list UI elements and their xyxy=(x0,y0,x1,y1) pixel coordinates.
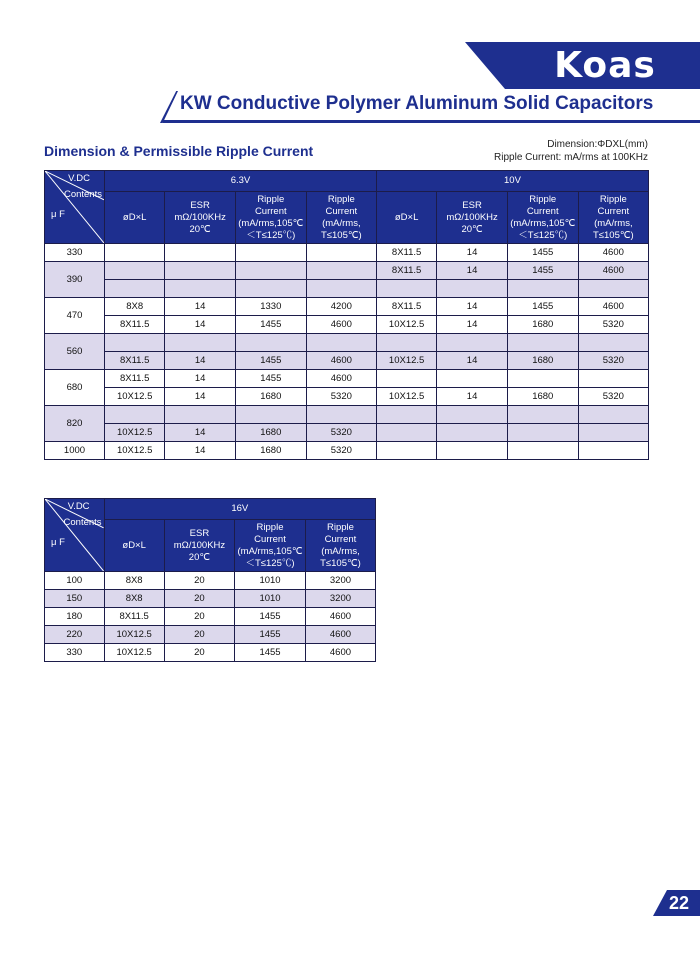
v10-esr-cell: 14 xyxy=(437,352,508,370)
v10-ripple-105-125-cell: 1455 xyxy=(507,298,578,316)
v63-esr-cell: 14 xyxy=(165,442,236,460)
v63-ripple-105-cell: 5320 xyxy=(306,388,376,406)
v63-size-cell xyxy=(104,280,164,298)
v63-size-cell: 8X8 xyxy=(104,298,164,316)
v63-ripple-105-125-cell: 1680 xyxy=(235,388,306,406)
page-number: 22 xyxy=(668,893,690,913)
table-row xyxy=(45,406,649,424)
v63-ripple-105-cell xyxy=(306,244,376,262)
v63-size-cell: 8X11.5 xyxy=(104,370,164,388)
v63-ripple-105-cell xyxy=(306,280,376,298)
v63-size-cell: 8X11.5 xyxy=(104,316,164,334)
v63-ripple-105-cell xyxy=(306,406,376,424)
v63-ripple-105-cell: 4600 xyxy=(306,370,376,388)
v10-size-cell xyxy=(376,406,436,424)
v16-size-cell: 8X8 xyxy=(104,590,164,608)
v16-esr-cell: 20 xyxy=(164,644,234,662)
table-row xyxy=(45,352,649,370)
uf-label: μ F xyxy=(51,537,65,548)
v63-ripple-105-cell: 4600 xyxy=(306,352,376,370)
v16-esr-cell: 20 xyxy=(164,626,234,644)
ripple-105-header: Ripple Current (mA/rms, T≤105℃) xyxy=(578,192,648,244)
v63-esr-cell xyxy=(165,280,236,298)
v63-esr-cell xyxy=(165,334,236,352)
capacitance-cell: 390 xyxy=(45,262,105,298)
v10-size-cell xyxy=(376,424,436,442)
v63-ripple-105-125-cell xyxy=(235,334,306,352)
ripple-105-125-header: Ripple Current (mA/rms,105℃ ＜T≤125℃) xyxy=(235,520,306,572)
vdc-label: V.DC xyxy=(67,501,90,512)
v10-esr-cell xyxy=(437,442,508,460)
v63-size-cell: 10X12.5 xyxy=(104,442,164,460)
ripple-105-header: Ripple Current (mA/rms, T≤105℃) xyxy=(306,192,376,244)
v10-ripple-105-cell: 5320 xyxy=(578,352,648,370)
v10-esr-cell: 14 xyxy=(437,316,508,334)
v10-ripple-105-cell: 4600 xyxy=(578,262,648,280)
v10-size-cell xyxy=(376,442,436,460)
v10-esr-cell xyxy=(437,370,508,388)
v63-ripple-105-125-cell xyxy=(235,406,306,424)
v10-esr-cell: 14 xyxy=(437,244,508,262)
v10-ripple-105-125-cell: 1455 xyxy=(507,244,578,262)
v10-ripple-105-125-cell xyxy=(507,280,578,298)
v63-ripple-105-125-cell xyxy=(235,280,306,298)
esr-header: ESR mΩ/100KHz 20℃ xyxy=(164,520,234,572)
uf-label: μ F xyxy=(51,209,65,220)
v16-esr-cell: 20 xyxy=(164,572,234,590)
v16-size-cell: 10X12.5 xyxy=(104,626,164,644)
v16-ripple-105-125-cell: 1455 xyxy=(235,608,306,626)
v63-ripple-105-125-cell: 1680 xyxy=(235,442,306,460)
table-row xyxy=(45,608,376,626)
size-header: øD×L xyxy=(376,192,436,244)
v63-ripple-105-cell: 5320 xyxy=(306,442,376,460)
v63-esr-cell xyxy=(165,244,236,262)
table-row xyxy=(45,334,649,352)
size-header: øD×L xyxy=(104,192,164,244)
section-title: Dimension & Permissible Ripple Current xyxy=(44,143,314,159)
table-row xyxy=(45,388,649,406)
v10-size-cell: 8X11.5 xyxy=(376,262,436,280)
esr-header: ESR mΩ/100KHz 20℃ xyxy=(165,192,236,244)
voltage-header: 6.3V xyxy=(104,171,376,192)
v63-ripple-105-125-cell: 1680 xyxy=(235,424,306,442)
ripple-table-1 xyxy=(44,170,649,460)
v10-size-cell xyxy=(376,334,436,352)
v10-size-cell: 10X12.5 xyxy=(376,352,436,370)
v10-size-cell xyxy=(376,370,436,388)
v16-ripple-105-cell: 4600 xyxy=(305,608,375,626)
v63-size-cell xyxy=(104,262,164,280)
table-row xyxy=(45,572,376,590)
v10-size-cell xyxy=(376,280,436,298)
v16-ripple-105-125-cell: 1455 xyxy=(235,626,306,644)
voltage-header-row xyxy=(45,499,376,520)
v10-ripple-105-cell xyxy=(578,280,648,298)
v10-ripple-105-cell xyxy=(578,334,648,352)
v10-size-cell: 8X11.5 xyxy=(376,244,436,262)
v16-size-cell: 8X8 xyxy=(104,572,164,590)
title-underline xyxy=(163,120,700,123)
v10-ripple-105-cell xyxy=(578,424,648,442)
v10-ripple-105-cell xyxy=(578,406,648,424)
v63-size-cell: 10X12.5 xyxy=(104,388,164,406)
v16-esr-cell: 20 xyxy=(164,608,234,626)
v10-esr-cell xyxy=(437,334,508,352)
brand-logo: Koas xyxy=(554,45,656,86)
table-row xyxy=(45,644,376,662)
dimension-note-text: Dimension:ΦDXL(mm) xyxy=(547,139,648,150)
capacitance-cell: 1000 xyxy=(45,442,105,460)
v63-size-cell: 8X11.5 xyxy=(104,352,164,370)
v16-ripple-105-cell: 4600 xyxy=(305,626,375,644)
v10-size-cell: 10X12.5 xyxy=(376,388,436,406)
voltage-header-row xyxy=(45,171,649,192)
v16-esr-cell: 20 xyxy=(164,590,234,608)
dimension-note xyxy=(450,138,648,164)
v63-size-cell xyxy=(104,406,164,424)
ripple-table-2 xyxy=(44,498,376,662)
v16-ripple-105-125-cell: 1010 xyxy=(235,590,306,608)
size-header: øD×L xyxy=(104,520,164,572)
table-row xyxy=(45,626,376,644)
table-row xyxy=(45,424,649,442)
capacitance-cell: 470 xyxy=(45,298,105,334)
v16-ripple-105-125-cell: 1455 xyxy=(235,644,306,662)
table-row xyxy=(45,316,649,334)
table-row xyxy=(45,280,649,298)
v63-esr-cell: 14 xyxy=(165,298,236,316)
v10-ripple-105-125-cell xyxy=(507,370,578,388)
column-header-row xyxy=(45,192,649,244)
v63-ripple-105-cell: 4600 xyxy=(306,316,376,334)
capacitance-cell: 560 xyxy=(45,334,105,370)
v16-size-cell: 8X11.5 xyxy=(104,608,164,626)
v10-ripple-105-cell: 5320 xyxy=(578,388,648,406)
capacitance-cell: 820 xyxy=(45,406,105,442)
header-corner-cell xyxy=(45,499,105,572)
table-row xyxy=(45,442,649,460)
v63-ripple-105-125-cell: 1455 xyxy=(235,352,306,370)
ripple-105-125-header: Ripple Current (mA/rms,105℃ ＜T≤125℃) xyxy=(507,192,578,244)
v63-ripple-105-125-cell: 1330 xyxy=(235,298,306,316)
v10-ripple-105-125-cell: 1680 xyxy=(507,388,578,406)
v63-size-cell: 10X12.5 xyxy=(104,424,164,442)
v10-ripple-105-125-cell xyxy=(507,406,578,424)
table-row xyxy=(45,262,649,280)
v10-esr-cell: 14 xyxy=(437,298,508,316)
capacitance-cell: 150 xyxy=(45,590,105,608)
contents-label: Contents xyxy=(63,189,102,200)
v63-ripple-105-cell: 4200 xyxy=(306,298,376,316)
header-corner-cell xyxy=(45,171,105,244)
voltage-header: 16V xyxy=(104,499,375,520)
v63-esr-cell: 14 xyxy=(165,370,236,388)
v10-size-cell: 8X11.5 xyxy=(376,298,436,316)
table-row xyxy=(45,298,649,316)
v63-size-cell xyxy=(104,334,164,352)
v10-ripple-105-cell xyxy=(578,370,648,388)
v10-ripple-105-cell xyxy=(578,442,648,460)
v16-size-cell: 10X12.5 xyxy=(104,644,164,662)
voltage-header: 10V xyxy=(376,171,648,192)
capacitance-cell: 680 xyxy=(45,370,105,406)
v63-esr-cell: 14 xyxy=(165,388,236,406)
page-title: KW Conductive Polymer Aluminum Solid Capacitors xyxy=(180,93,654,114)
capacitance-cell: 100 xyxy=(45,572,105,590)
v10-ripple-105-125-cell xyxy=(507,442,578,460)
v16-ripple-105-125-cell: 1010 xyxy=(235,572,306,590)
v63-ripple-105-125-cell: 1455 xyxy=(235,370,306,388)
esr-header: ESR mΩ/100KHz 20℃ xyxy=(437,192,508,244)
ripple-105-125-header: Ripple Current (mA/rms,105℃ ＜T≤125℃) xyxy=(235,192,306,244)
capacitance-cell: 180 xyxy=(45,608,105,626)
v16-ripple-105-cell: 4600 xyxy=(305,644,375,662)
table-row xyxy=(45,590,376,608)
v10-ripple-105-cell: 4600 xyxy=(578,298,648,316)
v10-ripple-105-125-cell xyxy=(507,424,578,442)
capacitance-cell: 330 xyxy=(45,644,105,662)
v63-esr-cell: 14 xyxy=(165,352,236,370)
capacitance-cell: 330 xyxy=(45,244,105,262)
v10-ripple-105-125-cell: 1455 xyxy=(507,262,578,280)
v10-ripple-105-125-cell xyxy=(507,334,578,352)
contents-label: Contents xyxy=(63,517,102,528)
capacitance-cell: 220 xyxy=(45,626,105,644)
v10-esr-cell: 14 xyxy=(437,388,508,406)
v16-ripple-105-cell: 3200 xyxy=(305,572,375,590)
ripple-note-text: Ripple Current: mA/rms at 100KHz xyxy=(494,152,648,163)
v10-esr-cell xyxy=(437,424,508,442)
v63-esr-cell: 14 xyxy=(165,424,236,442)
v10-ripple-105-cell: 4600 xyxy=(578,244,648,262)
v63-esr-cell xyxy=(165,406,236,424)
v16-ripple-105-cell: 3200 xyxy=(305,590,375,608)
v63-ripple-105-125-cell: 1455 xyxy=(235,316,306,334)
v63-size-cell xyxy=(104,244,164,262)
v10-ripple-105-125-cell: 1680 xyxy=(507,316,578,334)
v63-ripple-105-cell xyxy=(306,334,376,352)
v10-ripple-105-125-cell: 1680 xyxy=(507,352,578,370)
v63-ripple-105-125-cell xyxy=(235,262,306,280)
table-row xyxy=(45,244,649,262)
v10-esr-cell xyxy=(437,280,508,298)
v63-ripple-105-125-cell xyxy=(235,244,306,262)
v10-ripple-105-cell: 5320 xyxy=(578,316,648,334)
v63-ripple-105-cell: 5320 xyxy=(306,424,376,442)
table-row xyxy=(45,370,649,388)
v10-size-cell: 10X12.5 xyxy=(376,316,436,334)
ripple-105-header: Ripple Current (mA/rms, T≤105℃) xyxy=(305,520,375,572)
v63-esr-cell xyxy=(165,262,236,280)
v63-ripple-105-cell xyxy=(306,262,376,280)
v10-esr-cell: 14 xyxy=(437,262,508,280)
v63-esr-cell: 14 xyxy=(165,316,236,334)
v10-esr-cell xyxy=(437,406,508,424)
vdc-label: V.DC xyxy=(68,173,90,184)
